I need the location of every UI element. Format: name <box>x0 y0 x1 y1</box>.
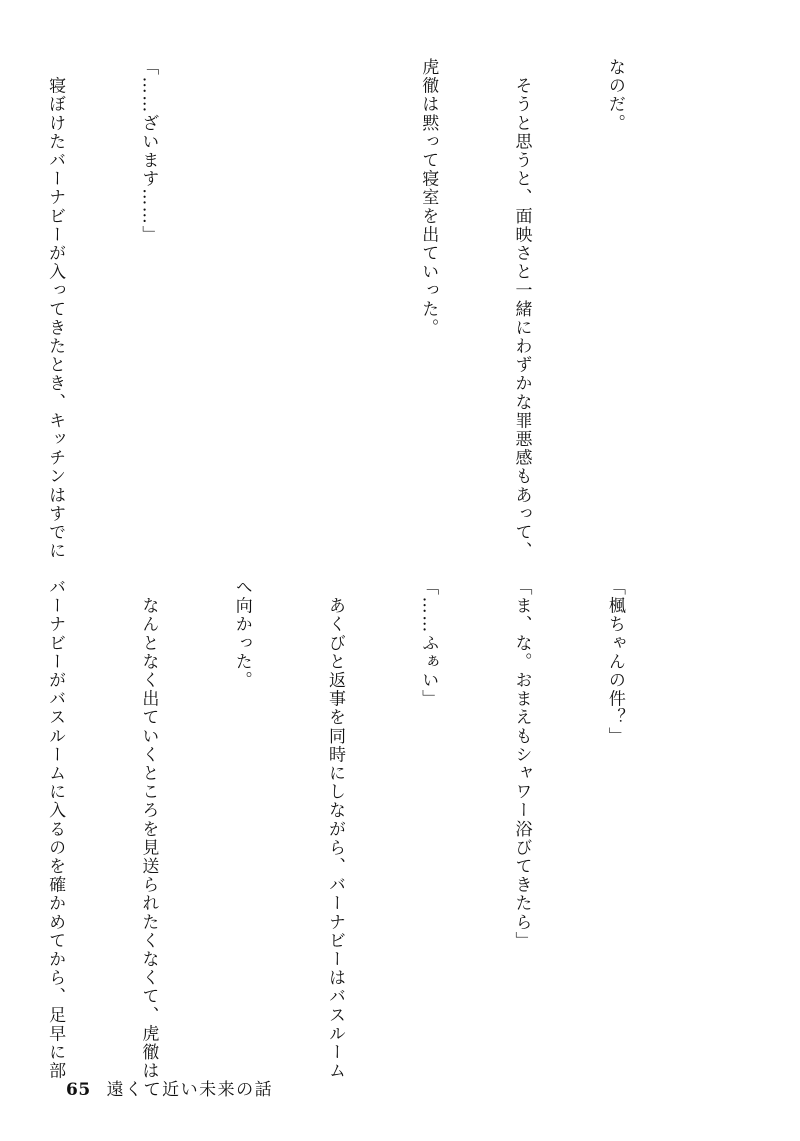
text-line: あくびと返事を同時にしながら、バーナビーはバスルーム <box>324 578 345 1081</box>
text-line: そうと思うと、面映さと一緒にわずかな罪悪感もあって、 <box>511 58 532 561</box>
running-title: 遠くて近い未来の話 <box>106 1080 274 1100</box>
text-line: 「……ざいます……」 <box>138 58 159 244</box>
text-line: 寝ぼけたバーナビーが入ってきたとき、キッチンはすでに <box>45 58 66 561</box>
text-block-upper <box>0 58 692 561</box>
text-line: 「楓ちゃんの件？」 <box>604 578 625 746</box>
text-line: なんとなく出ていくところを見送られたくなくて、虎徹は <box>138 578 159 1081</box>
text-line: なのだ。 <box>604 58 625 133</box>
text-line: へ向かった。 <box>231 578 252 690</box>
text-line: 「……ふぁい」 <box>418 578 439 709</box>
text-line: 虎徹は黙って寝室を出ていった。 <box>418 58 439 337</box>
text-block-lower <box>0 578 692 1081</box>
text-line: 「ま、な。おまえもシャワー浴びてきたら」 <box>511 578 532 950</box>
page-footer <box>66 1075 273 1100</box>
text-line: バーナビーがバスルームに入るのを確かめてから、足早に部 <box>45 578 66 1081</box>
page-number: 65 <box>66 1080 91 1100</box>
